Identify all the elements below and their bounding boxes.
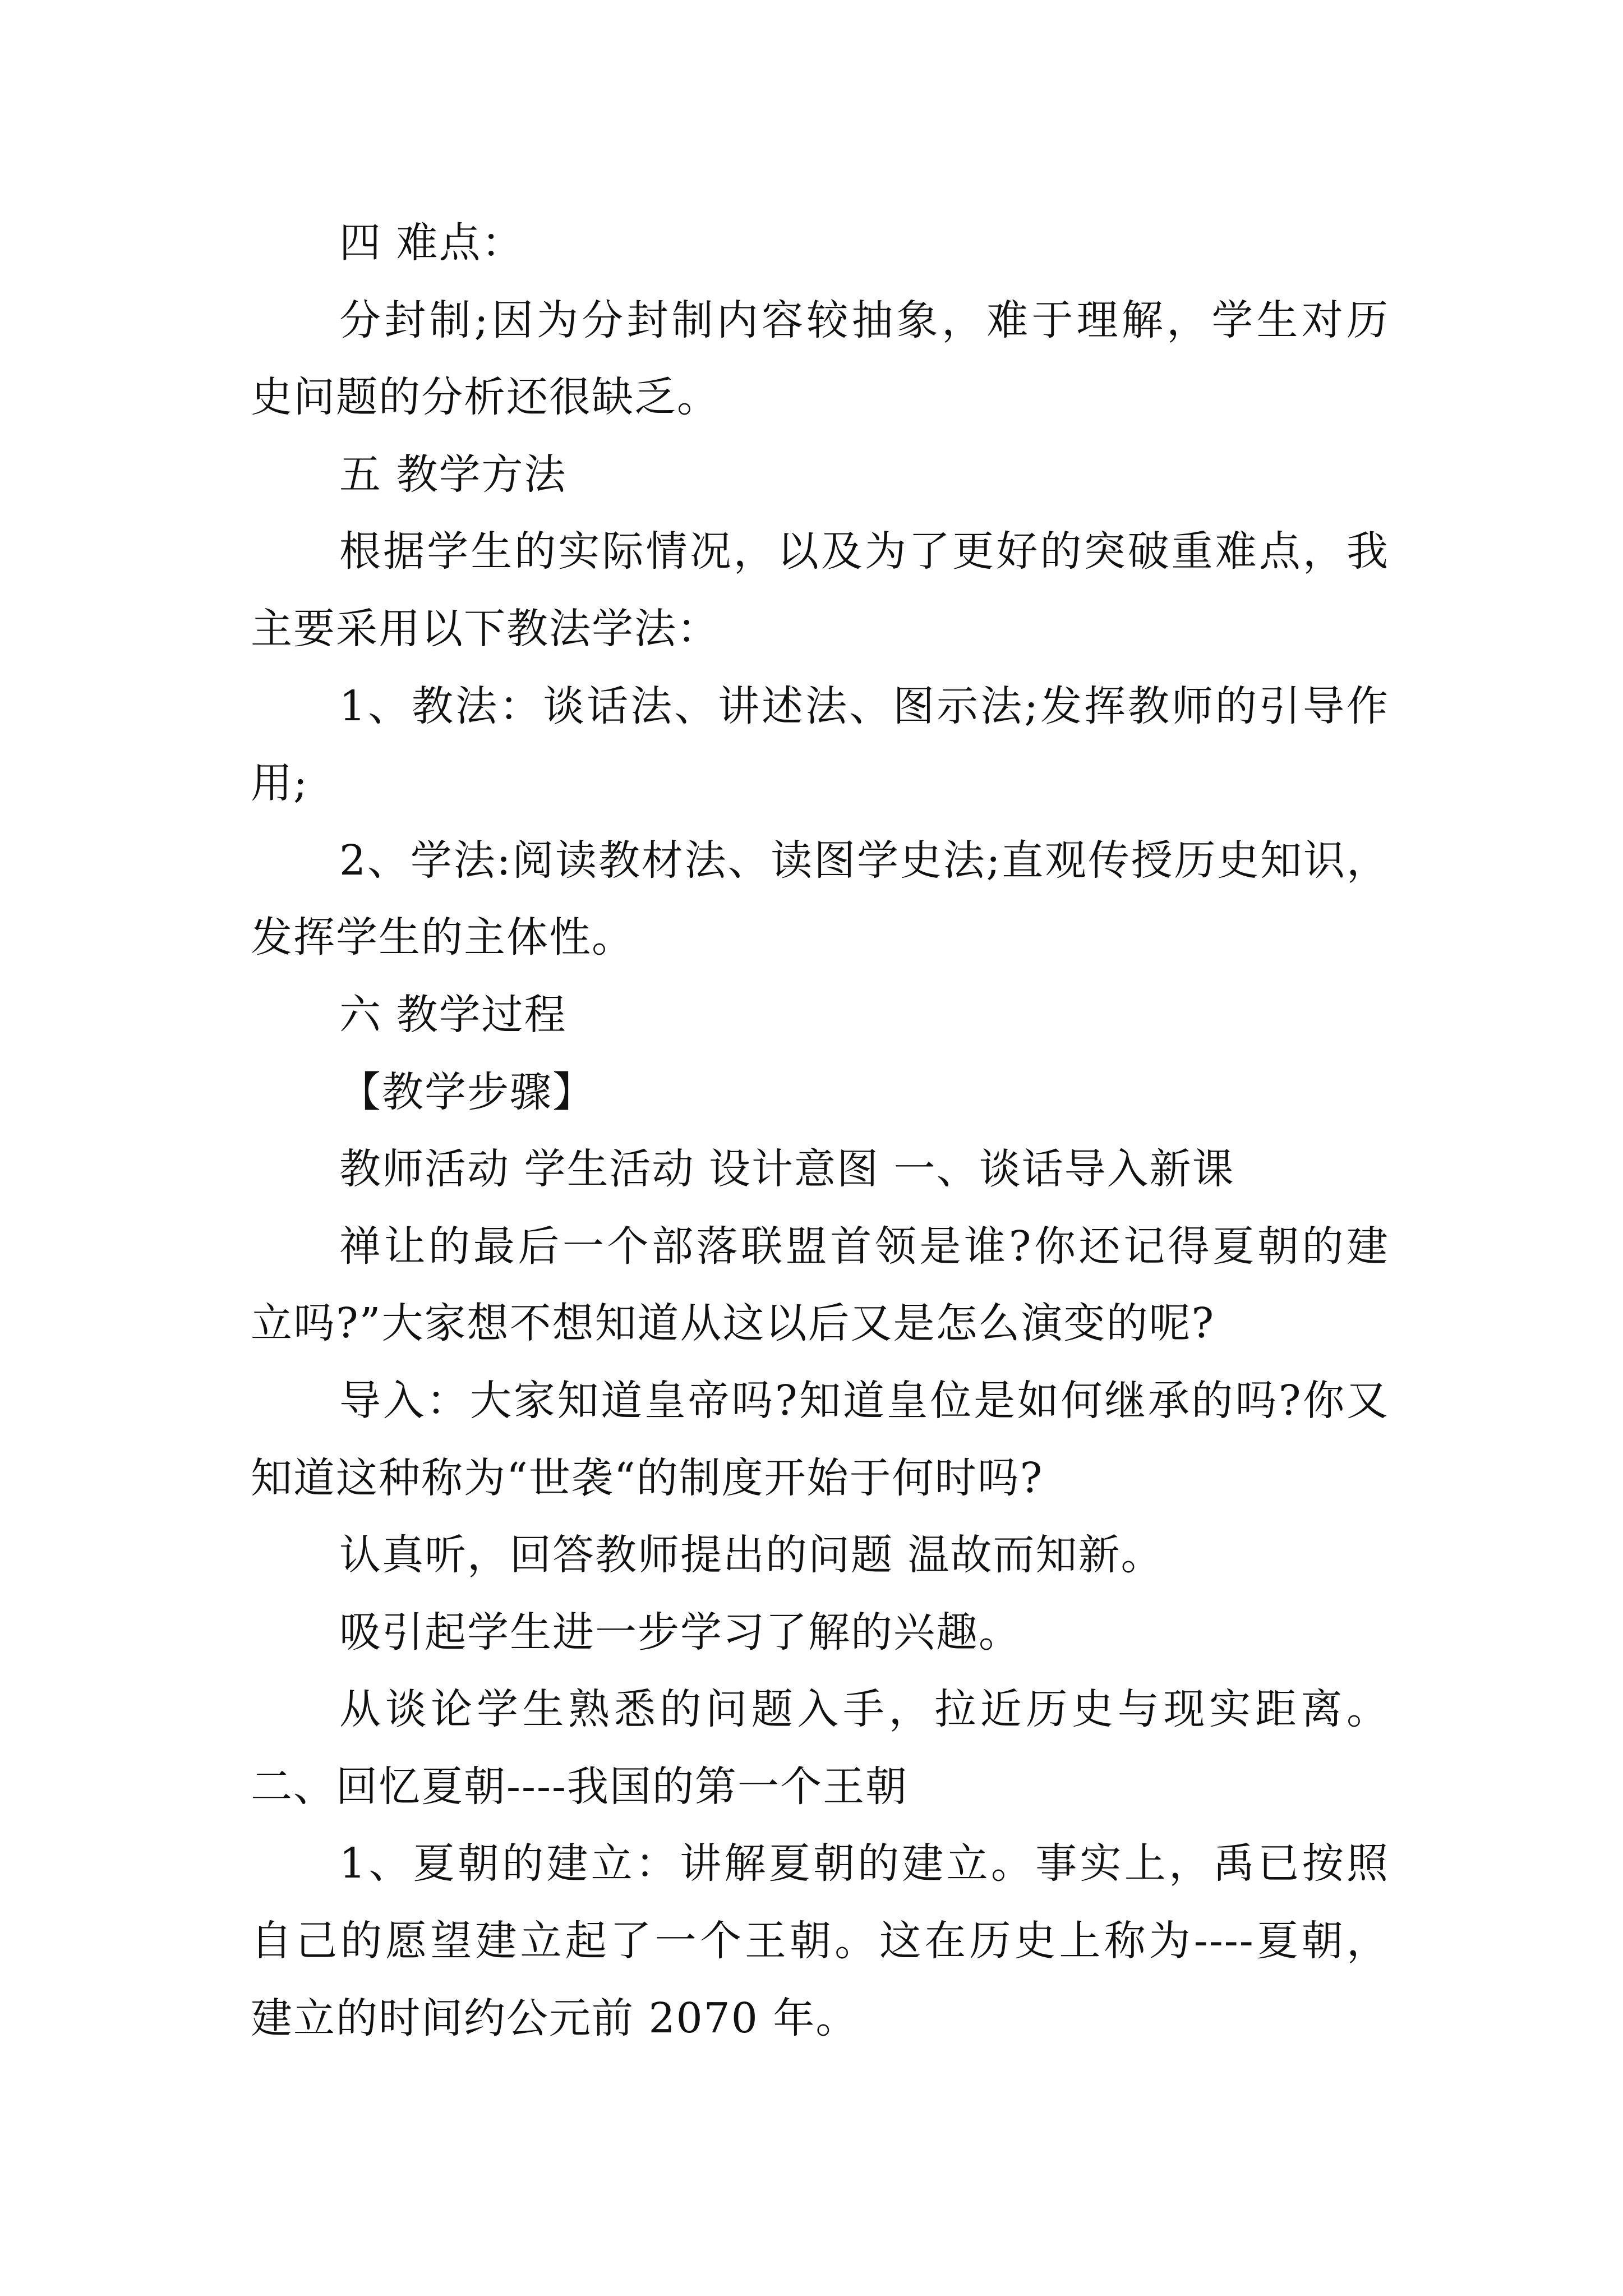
paragraph-line: 立吗?”大家想不想知道从这以后又是怎么演变的呢? bbox=[251, 1299, 1215, 1348]
heading-teaching-process: 六 教学过程 bbox=[339, 990, 567, 1039]
document-body bbox=[251, 205, 1389, 2057]
paragraph-line: 1、夏朝的建立：讲解夏朝的建立。事实上，禹已按照 bbox=[339, 1839, 1389, 1888]
list-item-learning-method: 2、学法:阅读教材法、读图学史法;直观传授历史知识， bbox=[339, 836, 1389, 885]
paragraph-line: 根据学生的实际情况，以及为了更好的突破重难点，我 bbox=[339, 527, 1389, 576]
paragraph-line: 史问题的分析还很缺乏。 bbox=[251, 373, 720, 422]
paragraph-line: 禅让的最后一个部落联盟首领是谁?你还记得夏朝的建 bbox=[339, 1222, 1389, 1271]
paragraph-line: 自己的愿望建立起了一个王朝。这在历史上称为----夏朝， bbox=[251, 1917, 1389, 1966]
list-item-teaching-method: 用; bbox=[251, 759, 308, 808]
heading-teaching-methods: 五 教学方法 bbox=[339, 450, 567, 499]
paragraph-line: 从谈论学生熟悉的问题入手，拉近历史与现实距离。 bbox=[339, 1685, 1389, 1734]
paragraph-line: 知道这种称为“世袭“的制度开始于何时吗? bbox=[251, 1453, 1044, 1502]
list-item-teaching-method: 1、教法：谈话法、讲述法、图示法;发挥教师的引导作 bbox=[339, 682, 1389, 730]
list-item-learning-method: 发挥学生的主体性。 bbox=[251, 913, 634, 962]
heading-teaching-steps: 【教学步骤】 bbox=[339, 1068, 595, 1116]
heading-difficulties: 四 难点： bbox=[339, 219, 524, 267]
paragraph-line: 主要采用以下教法学法： bbox=[251, 604, 720, 653]
paragraph-line: 吸引起学生进一步学习了解的兴趣。 bbox=[339, 1608, 1021, 1657]
paragraph-line: 教师活动 学生活动 设计意图 一、谈话导入新课 bbox=[339, 1145, 1235, 1194]
paragraph-line: 建立的时间约公元前 2070 年。 bbox=[251, 1994, 859, 2042]
paragraph-line: 导入：大家知道皇帝吗?知道皇位是如何继承的吗?你又 bbox=[339, 1376, 1389, 1425]
paragraph-line: 分封制;因为分封制内容较抽象，难于理解，学生对历 bbox=[339, 296, 1389, 344]
paragraph-line: 认真听，回答教师提出的问题 温故而知新。 bbox=[339, 1531, 1164, 1580]
section-heading-xia-dynasty: 二、回忆夏朝----我国的第一个王朝 bbox=[251, 1762, 909, 1811]
